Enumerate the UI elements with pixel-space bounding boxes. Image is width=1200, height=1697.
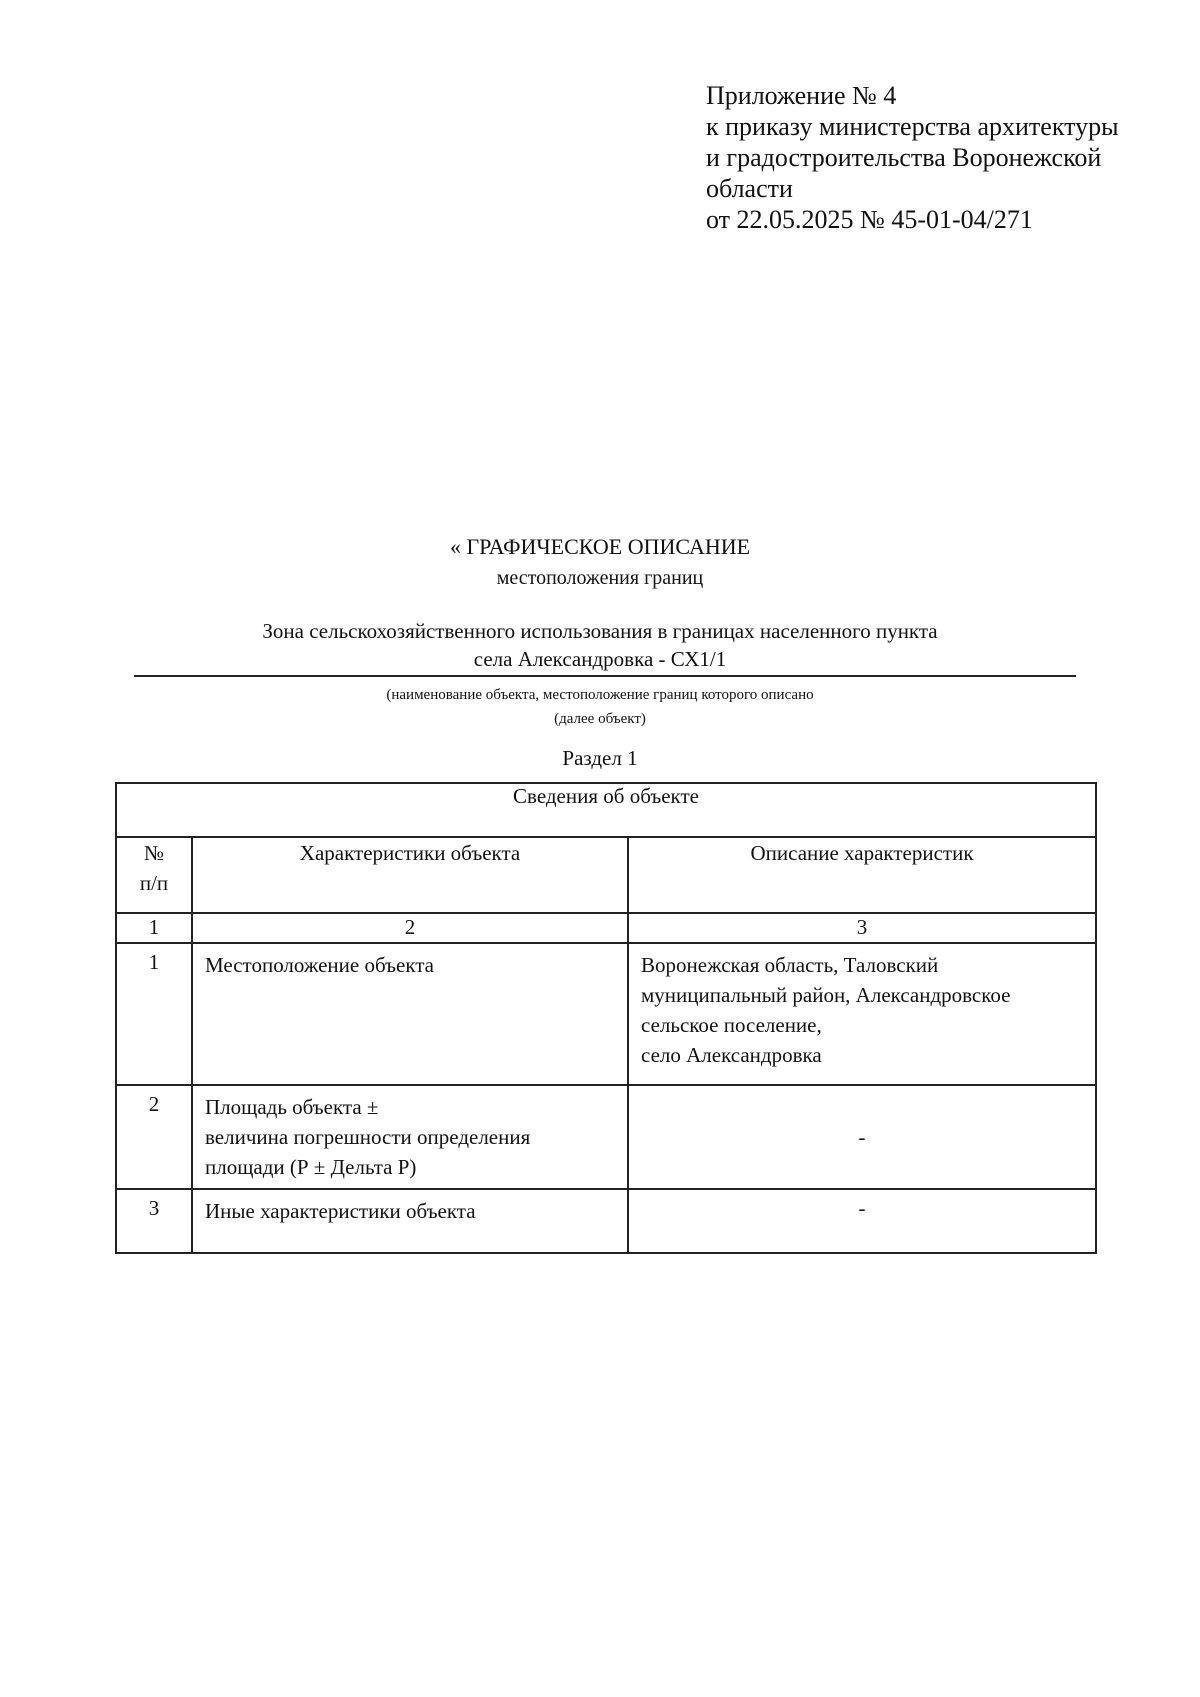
column-header-num-line: п/п [139, 871, 169, 895]
column-header-description: Описание характеристик [628, 837, 1096, 913]
appendix-line: к приказу министерства архитектуры [706, 112, 1119, 141]
row-number: 3 [116, 1189, 192, 1253]
document-title: « ГРАФИЧЕСКОЕ ОПИСАНИЕ [449, 534, 751, 559]
row-characteristic-line: площади (Р ± Дельта Р) [205, 1155, 417, 1179]
table-header-row [116, 837, 1096, 913]
appendix-line: от 22.05.2025 № 45-01-04/271 [706, 205, 1033, 234]
object-name-line: села Александровка - СХ1/1 [473, 647, 727, 671]
row-characteristic [192, 943, 628, 1085]
row-description-line: сельское поселение, [641, 1013, 822, 1037]
table-row [116, 943, 1096, 1085]
caption-line: (наименование объекта, местоположение границ которого описано [386, 687, 814, 703]
row-characteristic [192, 1085, 628, 1189]
column-number: 3 [628, 913, 1096, 943]
table-row [116, 1189, 1096, 1253]
object-info-table [115, 782, 1097, 1254]
appendix-line: Приложение № 4 [706, 81, 897, 110]
column-number-row [116, 913, 1096, 943]
section-label: Раздел 1 [562, 746, 638, 770]
row-characteristic [192, 1189, 628, 1253]
object-caption [0, 683, 1200, 731]
row-characteristic-line: Иные характеристики объекта [205, 1199, 476, 1223]
row-description: - [628, 1085, 1096, 1189]
row-characteristic-line: Площадь объекта ± [205, 1095, 379, 1119]
column-header-num [116, 837, 192, 913]
row-number: 1 [116, 943, 192, 1085]
row-description-line: село Александровка [641, 1043, 822, 1067]
row-characteristic-line: Местоположение объекта [205, 953, 435, 977]
object-name-underline [134, 675, 1076, 677]
table-title: Сведения об объекте [116, 783, 1096, 837]
column-header-characteristic: Характеристики объекта [192, 837, 628, 913]
table-row [116, 1085, 1096, 1189]
object-name-line: Зона сельскохозяйственного использования в границах населенного пункта [262, 619, 938, 643]
appendix-note [706, 80, 1176, 235]
column-header-num-line: № [143, 841, 165, 865]
appendix-line: области [706, 174, 793, 203]
object-name [0, 617, 1200, 673]
appendix-line: и градостроительства Воронежской [706, 143, 1102, 172]
row-description-line: Воронежская область, Таловский [641, 953, 939, 977]
document-subtitle: местоположения границ [496, 567, 704, 589]
row-description [628, 943, 1096, 1085]
table-title-row [116, 783, 1096, 837]
column-number: 2 [192, 913, 628, 943]
row-description-line: муниципальный район, Александровское [641, 983, 1011, 1007]
row-number: 2 [116, 1085, 192, 1189]
row-description: - [628, 1189, 1096, 1253]
column-number: 1 [116, 913, 192, 943]
caption-line: (далее объект) [554, 711, 646, 727]
row-characteristic-line: величина погрешности определения [205, 1125, 531, 1149]
